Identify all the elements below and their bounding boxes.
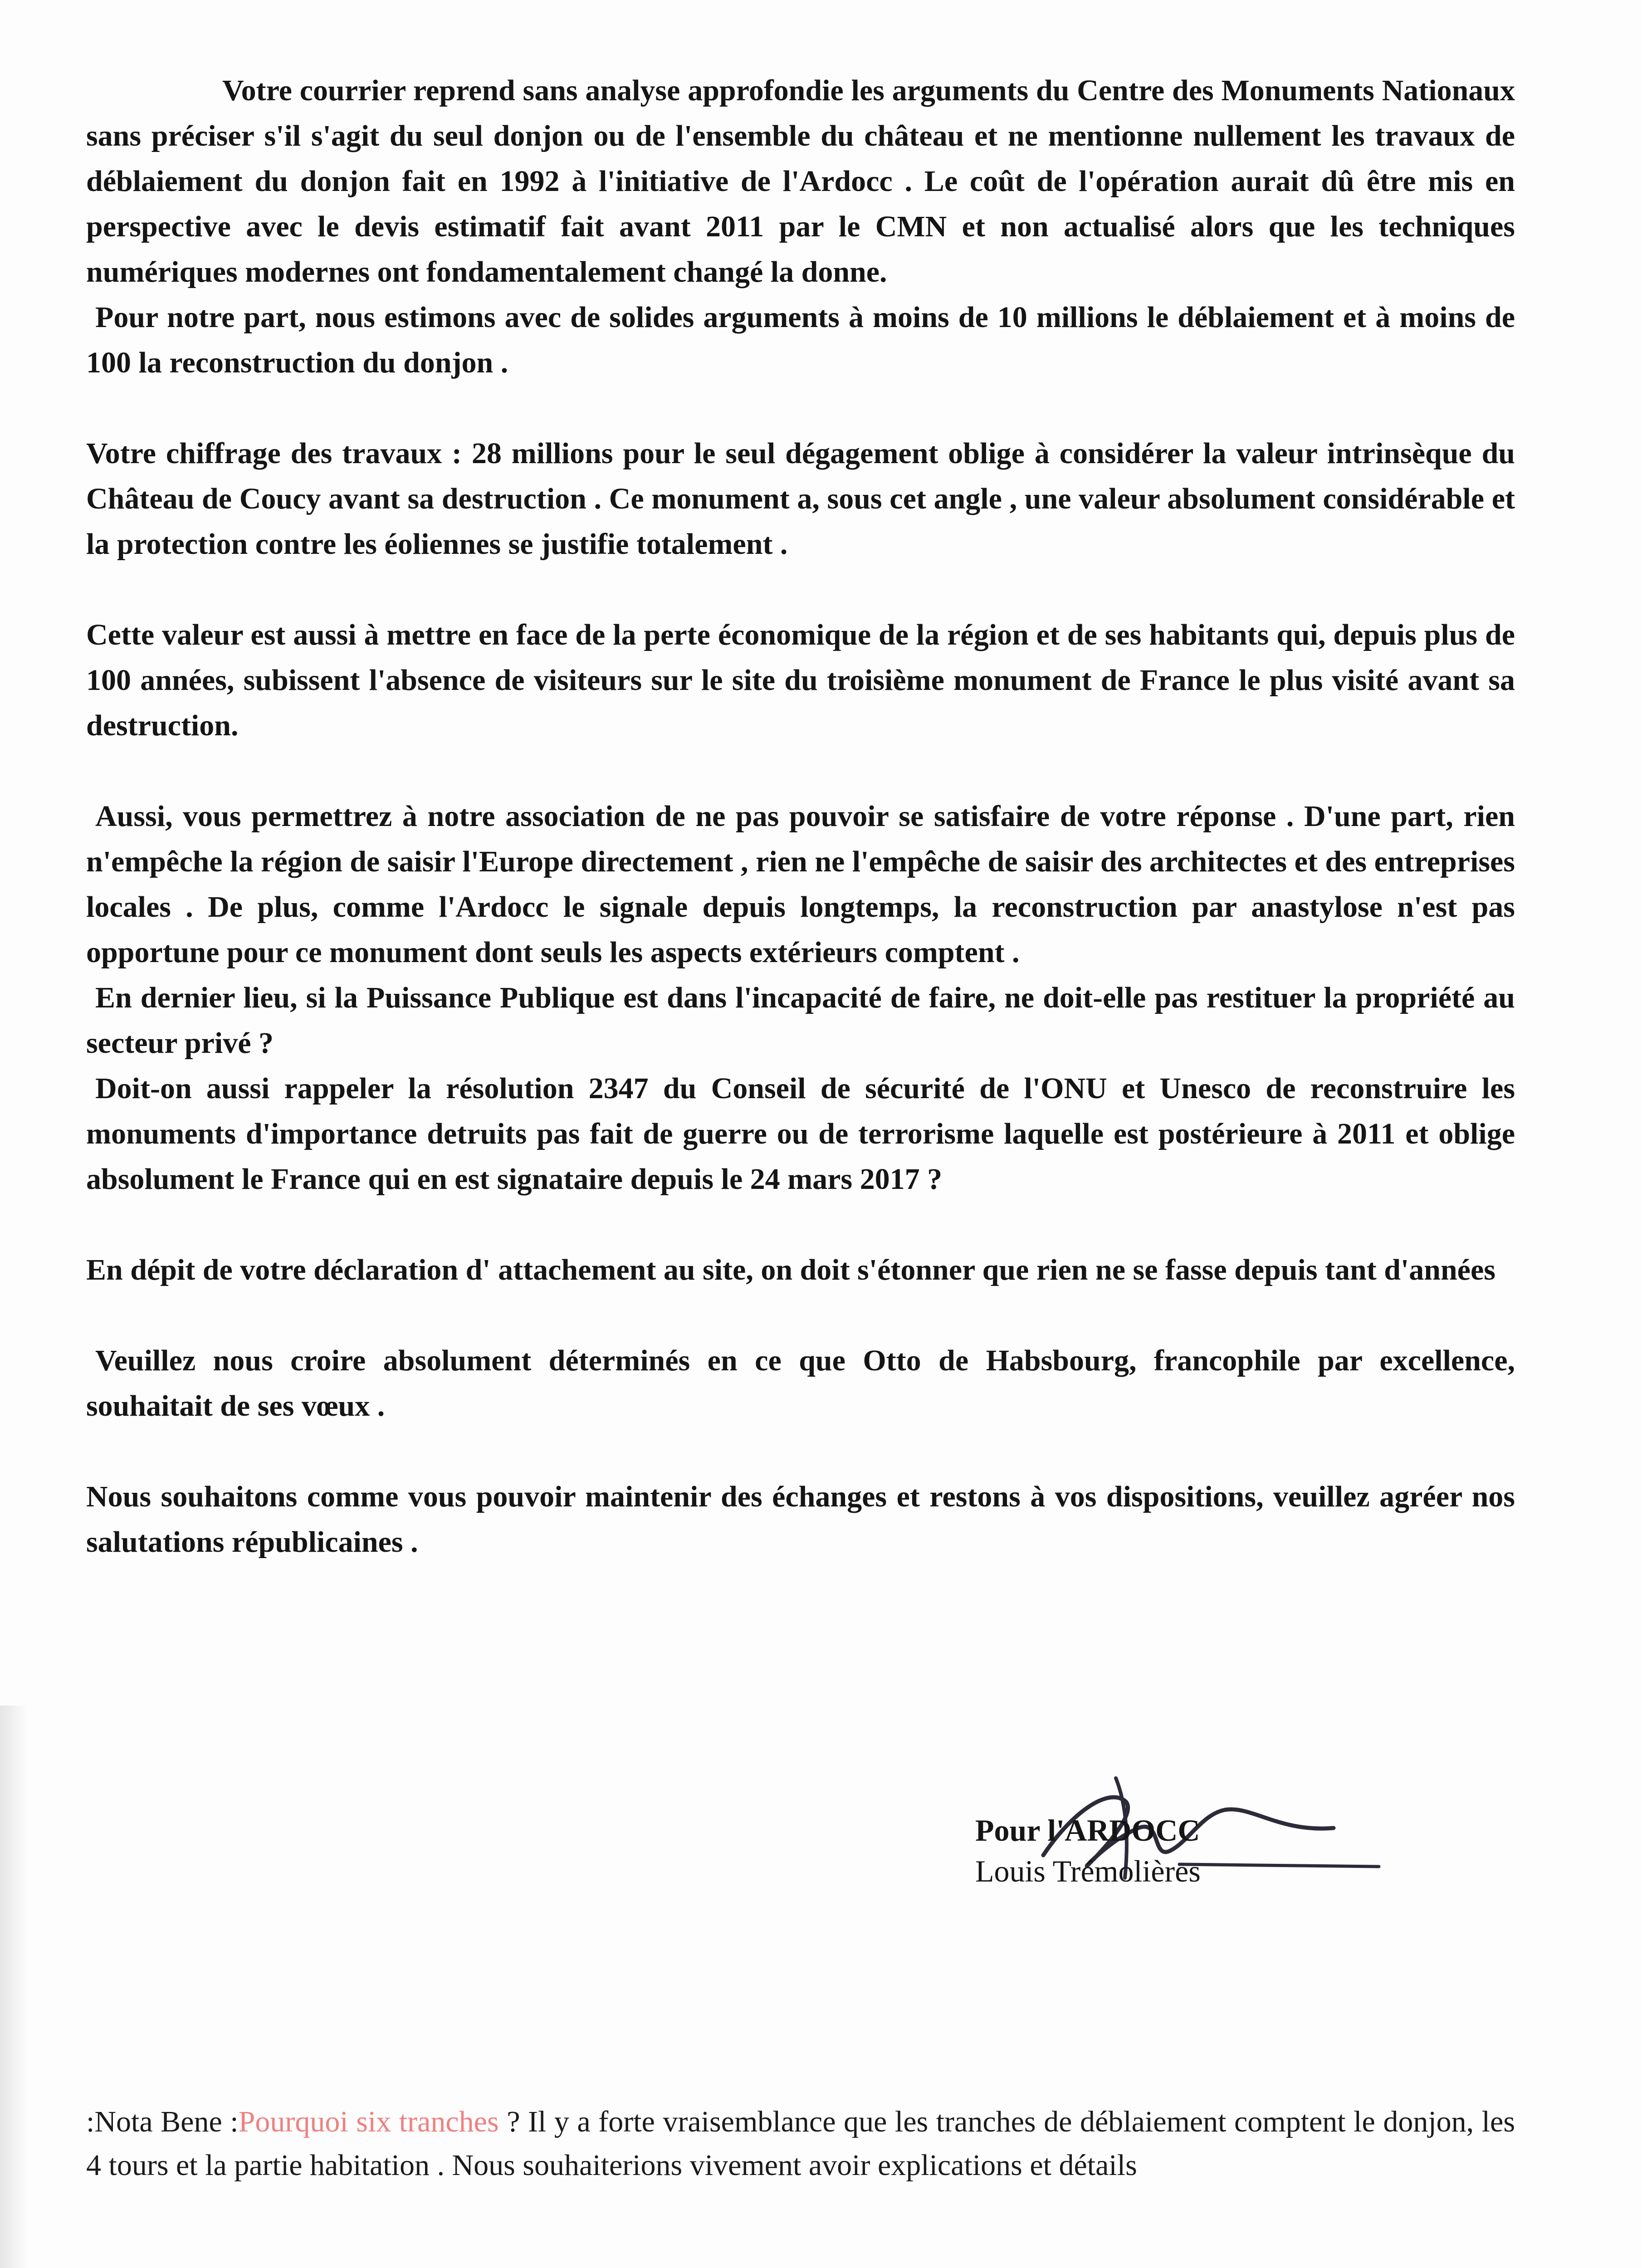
paragraph-9: Veuillez nous croire absolument déterminés en ce que Otto de Habsbourg, francophile par excellence, souhaitait de ses vœux . [86, 1344, 1515, 1422]
paragraph-6: En dernier lieu, si la Puissance Publique est dans l'incapacité de faire, ne doit-elle pas restituer la propriété au secteur privé ? [86, 981, 1515, 1060]
nota-highlight: Pourquoi six tranches [238, 2105, 499, 2138]
nota-bene [86, 2100, 1515, 2187]
paragraph-3: Votre chiffrage des travaux : 28 millions pour le seul dégagement oblige à considérer la valeur intrinsèque du Château de Coucy avant sa destruction . Ce monument a, sous cet angle , une valeur absolument considérable et la protection contre les éoliennes se justifie totalement . [86, 437, 1515, 561]
signature-block [975, 1810, 1383, 1892]
paragraph-4: Cette valeur est aussi à mettre en face de la perte économique de la région et de ses habitants qui, depuis plus de 100 années, subissent l'absence de visiteurs sur le site du troisième monument de France le plus visité avant sa destruction. [86, 618, 1515, 742]
paragraph-1: Votre courrier reprend sans analyse approfondie les arguments du Centre des Monuments Nationaux sans préciser s'il s'agit du seul donjon ou de l'ensemble du château et ne mentionne nullement les travaux de déblaiement du donjon fait en 1992 à l'initiative de l'Ardocc . Le coût de l'opération aurait dû être mis en perspective avec le devis estimatif fait avant 2011 par le CMN et non actualisé alors que les techniques numériques modernes ont fondamentalement changé la donne. [86, 74, 1515, 288]
paragraph-7: Doit-on aussi rappeler la résolution 2347 du Conseil de sécurité de l'ONU et Unesco de reconstruire les monuments d'importance detruits pas fait de guerre ou de terrorisme laquelle est postérieure à 2011 et oblige absolument le France qui en est signataire depuis le 24 mars 2017 ? [86, 1072, 1515, 1196]
scan-shadow-edge [0, 1706, 27, 2268]
nota-text: ? Il y a forte vraisemblance que les tranches de déblaiement comptent le donjon, les 4 tours et la partie habitation . Nous souhaiterions vivement avoir explications et détails [86, 2105, 1515, 2182]
paragraph-2: Pour notre part, nous estimons avec de solides arguments à moins de 10 millions le déblaiement et à moins de 100 la reconstruction du donjon . [86, 301, 1515, 379]
paragraph-5: Aussi, vous permettrez à notre association de ne pas pouvoir se satisfaire de votre réponse . D'une part, rien n'empêche la région de saisir l'Europe directement , rien ne l'empêche de saisir des architectes et des entreprises locales . De plus, comme l'Ardocc le signale depuis longtemps, la reconstruction par anastylose n'est pas opportune pour ce monument dont seuls les aspects extérieurs comptent . [86, 800, 1515, 969]
signature-name: Louis Trémolières [975, 1854, 1201, 1888]
nota-prefix: :Nota Bene : [86, 2105, 239, 2138]
paragraph-10: Nous souhaitons comme vous pouvoir maintenir des échanges et restons à vos dispositions, veuillez agréer nos salutations républicaines . [86, 1480, 1515, 1559]
letter-body [86, 68, 1515, 1610]
paragraph-8: En dépit de votre déclaration d' attachement au site, on doit s'étonner que rien ne se fasse depuis tant d'années [86, 1253, 1495, 1286]
signature-organization: Pour l'ARDOCC [975, 1813, 1200, 1848]
